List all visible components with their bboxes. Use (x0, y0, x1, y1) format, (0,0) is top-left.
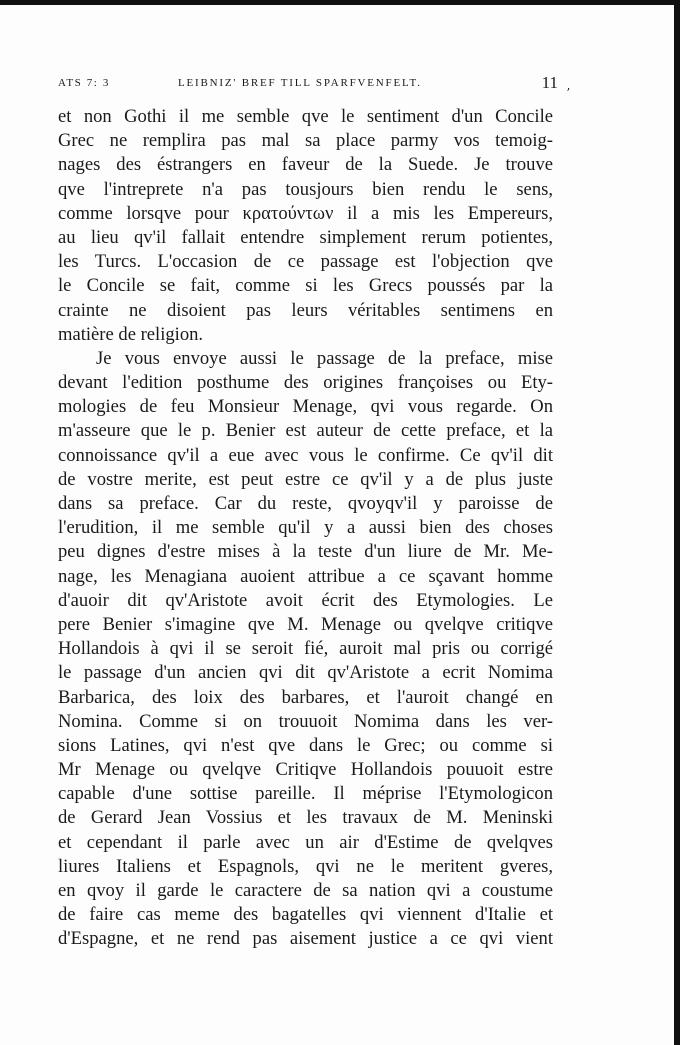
body-text (58, 105, 553, 952)
text-line: nage, les Menagiana auoient attribue a ce sçavant homme (58, 565, 553, 587)
text-line: Mr Menage ou qvelqve Critiqve Hollandois pouuoit estre (58, 759, 553, 781)
text-line: Grec ne remplira pas mal sa place parmy vos temoig- (58, 130, 553, 152)
text-line: Je vous envoye aussi le passage de la preface, mise (96, 347, 553, 369)
text-line: peu dignes d'estre mises à la teste d'un liure de Mr. Me- (58, 541, 553, 563)
text-line: crainte ne disoient pas leurs véritables sentimens en (58, 299, 553, 321)
text-line: et non Gothi il me semble qve le sentiment d'un Concile (58, 106, 553, 127)
text-line: sions Latines, qvi n'est qve dans le Grec; ou comme si (58, 734, 553, 756)
text-line: l'erudition, il me semble qu'il y a aussi bien des choses (58, 517, 553, 539)
text-line: qve l'intreprete n'a pas tousjours bien rendu le sens, (58, 178, 553, 200)
margin-mark: ʼ (566, 86, 570, 100)
page-number: 11 (541, 73, 558, 92)
text-line: d'Espagne, et ne rend pas aisement justice a ce qvi vient (58, 928, 553, 950)
text-line: m'asseure que le p. Benier est auteur de cette preface, et la (58, 420, 553, 442)
text-line: liures Italiens et Espagnols, qvi ne le meritent gveres, (58, 855, 553, 877)
text-line: nages des éstrangers en faveur de la Suede. Je trouve (58, 154, 553, 176)
text-line: Hollandois à qvi il se seroit fié, auroit mal pris ou corrigé (58, 638, 553, 660)
text-line: les Turcs. L'occasion de ce passage est l'objection qve (58, 251, 553, 273)
paragraph-2 (58, 347, 553, 952)
text-line: comme lorsqve pour κρατούντων il a mis les Empereurs, (58, 202, 553, 224)
text-line: le passage d'un ancien qvi dit qv'Aristote a ecrit Nomima (58, 662, 553, 684)
text-line: mologies de feu Monsieur Menage, qvi vous regarde. On (58, 396, 553, 418)
right-border (674, 0, 680, 1045)
text-line: dans sa preface. Car du reste, qvoyqv'il y paroisse de (58, 493, 553, 514)
text-line: matière de religion. (58, 323, 204, 345)
text-line: et cependant il parle avec un air d'Estime de qvelqves (58, 831, 553, 853)
top-border (0, 0, 680, 5)
text-line: de faire cas meme des bagatelles qvi viennent d'Italie et (58, 904, 553, 926)
paragraph-1 (58, 105, 553, 347)
text-line: connoissance qv'il a eue avec vous le confirme. Ce qv'il dit (58, 444, 553, 466)
text-line: en qvoy il garde le caractere de sa nation qvi a coustume (58, 880, 553, 901)
text-line: pere Benier s'imagine qve M. Menage ou qvelqve critiqve (58, 613, 553, 635)
text-line: au lieu qv'il fallait entendre simplement rerum potientes, (58, 226, 553, 248)
text-line: Barbarica, des loix des barbares, et l'auroit changé en (58, 686, 553, 708)
text-line: de vostre merite, est peut estre ce qv'il y a de plus juste (58, 468, 553, 490)
series-reference: ATS 7: 3 (58, 77, 110, 89)
text-line: de Gerard Jean Vossius et les travaux de M. Meninski (58, 807, 553, 829)
text-line: le Concile se fait, comme si les Grecs poussés par la (58, 275, 553, 297)
text-line: d'auoir dit qv'Aristote avoit écrit des Etymologies. Le (58, 589, 553, 611)
text-line: Nomina. Comme si on trouuoit Nomima dans les ver- (58, 710, 553, 732)
text-line: devant l'edition posthume des origines françoises ou Ety- (58, 372, 553, 394)
running-title: LEIBNIZ' BREF TILL SPARFVENFELT. (178, 77, 422, 89)
running-header (58, 74, 558, 94)
text-line: capable d'une sottise pareille. Il méprise l'Etymologicon (58, 783, 553, 805)
